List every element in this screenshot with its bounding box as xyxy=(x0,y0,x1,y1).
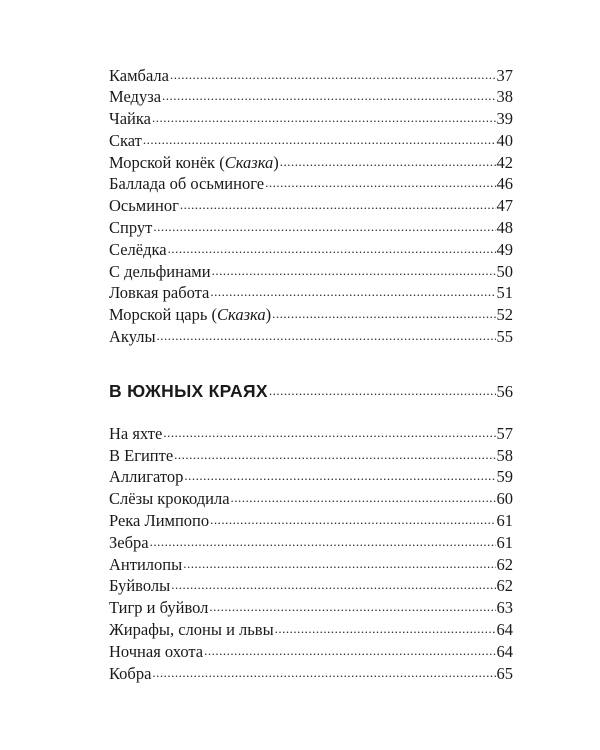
toc-entry[interactable] xyxy=(109,108,513,130)
toc-entry-title xyxy=(109,130,142,152)
dot-leader xyxy=(265,173,495,190)
toc-entry-page-number: 62 xyxy=(496,554,513,574)
toc-entry-page-number: 50 xyxy=(496,261,513,281)
toc-entry[interactable] xyxy=(109,444,513,466)
toc-entry-title xyxy=(109,575,170,597)
dot-leader xyxy=(150,531,496,548)
toc-entry[interactable] xyxy=(109,86,513,108)
toc-entry-page-number: 59 xyxy=(496,467,513,487)
toc-entry-title xyxy=(109,65,169,87)
toc-entry-title xyxy=(109,304,271,326)
toc-entry-title-text: Аллигатор xyxy=(109,467,184,487)
dot-leader xyxy=(231,488,496,505)
toc-entry-title-text: Кобра xyxy=(109,663,152,683)
dot-leader xyxy=(170,64,496,81)
toc-entry[interactable] xyxy=(109,173,513,195)
toc-entry-title xyxy=(109,510,209,532)
dot-leader xyxy=(204,640,495,657)
toc-entry-page-number: 61 xyxy=(496,511,513,531)
toc-entry-title-text: Акулы xyxy=(109,327,156,347)
toc-entry-title-text: На яхте xyxy=(109,423,163,443)
toc-entry-title xyxy=(109,152,279,174)
toc-entry-title-close: ) xyxy=(265,305,272,325)
toc-entry[interactable] xyxy=(109,151,513,173)
toc-entry[interactable] xyxy=(109,326,513,348)
section-page-number: 56 xyxy=(496,382,513,402)
toc-entry[interactable] xyxy=(109,662,513,684)
toc-entry-title-text: Осьминог xyxy=(109,196,179,216)
toc-entry[interactable] xyxy=(109,282,513,304)
toc-entry-title xyxy=(109,488,230,510)
toc-entry[interactable] xyxy=(109,553,513,575)
toc-entry-page-number: 65 xyxy=(496,663,513,683)
toc-entry-page-number: 64 xyxy=(496,641,513,661)
toc-entry-title xyxy=(109,326,156,348)
toc-entry[interactable] xyxy=(109,195,513,217)
toc-entry-title xyxy=(109,466,183,488)
toc-entry[interactable] xyxy=(109,238,513,260)
toc-entry-title-text: Скат xyxy=(109,130,142,150)
dot-leader xyxy=(184,466,495,483)
toc-entry-title-text: Селёдка xyxy=(109,239,167,259)
dot-leader xyxy=(280,151,496,168)
toc-entry-title xyxy=(109,173,264,195)
toc-entry[interactable] xyxy=(109,304,513,326)
toc-entry-title xyxy=(109,663,151,685)
dot-leader xyxy=(210,510,495,527)
toc-entry-page-number: 52 xyxy=(496,305,513,325)
toc-entry-title-text: Ловкая работа xyxy=(109,283,210,303)
toc-entry-title-text: Зебра xyxy=(109,532,149,552)
dot-leader xyxy=(152,662,495,679)
toc-entry-title xyxy=(109,261,211,283)
toc-entry-title-text: В Египте xyxy=(109,445,174,465)
toc-entry-title xyxy=(109,282,209,304)
toc-entry-title xyxy=(109,532,149,554)
toc-entry-title-text: Ночная охота xyxy=(109,641,204,661)
toc-entry[interactable] xyxy=(109,466,513,488)
toc-entry-page-number: 39 xyxy=(496,109,513,129)
toc-entry-page-number: 62 xyxy=(496,576,513,596)
toc-entry-title xyxy=(109,239,167,261)
toc-entry-title xyxy=(109,195,179,217)
toc-group-south xyxy=(109,422,513,684)
dot-leader xyxy=(209,597,495,614)
toc-entry-page-number: 60 xyxy=(496,489,513,509)
toc-entry-title-text: Буйволы xyxy=(109,576,171,596)
dot-leader xyxy=(162,86,495,103)
toc-entry-title-text: Медуза xyxy=(109,87,162,107)
dot-leader xyxy=(143,129,496,146)
toc-entry-title-text: Слёзы крокодила xyxy=(109,489,230,509)
dot-leader xyxy=(157,326,496,343)
toc-entry-title-text: Камбала xyxy=(109,65,169,85)
toc-entry-title-text: С дельфинами xyxy=(109,261,211,281)
toc-entry-page-number: 58 xyxy=(496,445,513,465)
toc-entry[interactable] xyxy=(109,488,513,510)
toc-entry-page-number: 49 xyxy=(496,239,513,259)
dot-leader xyxy=(168,238,496,255)
section-heading[interactable] xyxy=(109,377,513,405)
toc-entry-title-text: Баллада об осьминоге xyxy=(109,174,265,194)
dot-leader xyxy=(212,260,496,277)
toc-entry[interactable] xyxy=(109,597,513,619)
toc-entry-title-close: ) xyxy=(273,152,279,172)
toc-entry[interactable] xyxy=(109,422,513,444)
toc-entry-title-text: Морской конёк ( xyxy=(109,152,225,172)
toc-entry[interactable] xyxy=(109,217,513,239)
dot-leader xyxy=(183,553,495,570)
toc-entry-page-number: 61 xyxy=(496,532,513,552)
toc-entry-title xyxy=(109,217,152,239)
toc-entry-page-number: 38 xyxy=(496,87,513,107)
toc-entry-genre-note: Сказка xyxy=(217,305,266,325)
dot-leader xyxy=(269,381,496,397)
toc-entry[interactable] xyxy=(109,575,513,597)
toc-entry-title xyxy=(109,445,173,467)
toc-entry-title xyxy=(109,423,162,445)
toc-entry-page-number: 48 xyxy=(496,218,513,238)
toc-entry-genre-note: Сказка xyxy=(224,152,274,172)
toc-entry-page-number: 37 xyxy=(496,65,513,85)
toc-entry-title-text: Чайка xyxy=(109,109,151,129)
toc-entry-page-number: 46 xyxy=(496,174,513,194)
toc-entry[interactable] xyxy=(109,260,513,282)
dot-leader xyxy=(180,195,496,212)
dot-leader xyxy=(272,304,495,321)
section-title: В ЮЖНЫХ КРАЯХ xyxy=(109,381,268,402)
toc-entry-page-number: 51 xyxy=(496,283,513,303)
toc-entry-page-number: 47 xyxy=(496,196,513,216)
toc-group-sea xyxy=(109,64,513,347)
dot-leader xyxy=(163,422,495,439)
dot-leader xyxy=(153,217,495,234)
toc-entry-title-text: Антилопы xyxy=(109,554,183,574)
toc-entry-title xyxy=(109,597,208,619)
toc-entry-title xyxy=(109,641,203,663)
toc-entry-title-text: Морской царь ( xyxy=(109,305,218,325)
toc-entry[interactable] xyxy=(109,64,513,86)
dot-leader xyxy=(275,619,496,636)
toc-entry-page-number: 42 xyxy=(496,152,513,172)
toc-entry-title-text: Спрут xyxy=(109,218,153,238)
toc-entry-page-number: 64 xyxy=(496,620,513,640)
dot-leader xyxy=(171,575,495,592)
toc-entry[interactable] xyxy=(109,129,513,151)
toc-entry[interactable] xyxy=(109,640,513,662)
dot-leader xyxy=(210,282,495,299)
dot-leader xyxy=(152,108,496,125)
toc-entry-page-number: 57 xyxy=(496,423,513,443)
toc-entry[interactable] xyxy=(109,510,513,532)
toc-entry-title-text: Река Лимпопо xyxy=(109,511,210,531)
toc-entry-page-number: 40 xyxy=(496,130,513,150)
toc-entry-title xyxy=(109,86,161,108)
toc-entry-title-text: Жирафы, слоны и львы xyxy=(109,620,274,640)
toc-entry[interactable] xyxy=(109,619,513,641)
table-of-contents xyxy=(109,64,513,684)
dot-leader xyxy=(174,444,495,461)
toc-entry-page-number: 63 xyxy=(496,598,513,618)
toc-entry-title-text: Тигр и буйвол xyxy=(109,598,209,618)
toc-entry-page-number: 55 xyxy=(496,327,513,347)
toc-entry[interactable] xyxy=(109,531,513,553)
toc-entry-title xyxy=(109,619,274,641)
toc-entry-title xyxy=(109,554,182,576)
toc-entry-title xyxy=(109,108,151,130)
